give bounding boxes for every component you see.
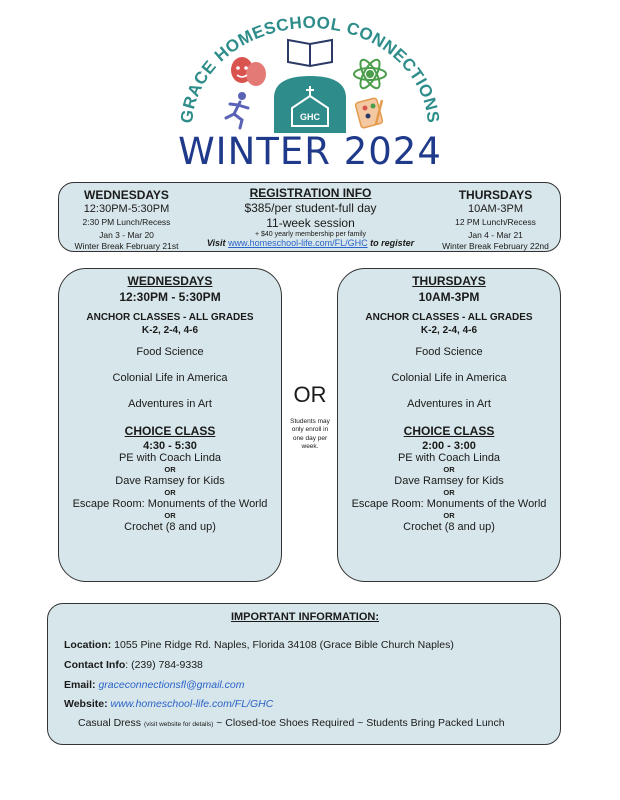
thu-anchor-class: Food Science	[415, 346, 483, 358]
website-line	[64, 698, 273, 710]
contact-label: Contact Info	[64, 659, 126, 671]
visit-line	[59, 238, 562, 248]
wed-summary-time: 12:30PM-5:30PM	[83, 203, 170, 215]
enrollment-note: Students may only enroll in one day per week.	[290, 418, 330, 451]
thu-or-label: OR	[443, 488, 455, 497]
important-info-panel	[47, 603, 561, 745]
wed-choice-time: 4:30 - 5:30	[143, 440, 197, 452]
thu-choice-heading: CHOICE CLASS	[403, 424, 495, 438]
wed-choice-option: Dave Ramsey for Kids	[115, 475, 225, 487]
thu-day-heading: THURSDAYS	[412, 274, 486, 288]
theater-masks-icon	[231, 57, 266, 86]
location-label: Location:	[64, 639, 112, 651]
page-title: WINTER 2024	[178, 130, 442, 173]
important-heading: IMPORTANT INFORMATION:	[230, 611, 380, 623]
thu-summary-time: 10AM-3PM	[467, 203, 524, 215]
wed-choice-option: Crochet (8 and up)	[124, 521, 216, 533]
thu-choice-option: Dave Ramsey for Kids	[394, 475, 504, 487]
logo-arc-text: GRACE HOMESCHOOL CONNECTIONS	[176, 12, 443, 125]
dress-code-line	[78, 717, 505, 729]
wed-choice-heading: CHOICE CLASS	[124, 424, 216, 438]
wed-time: 12:30PM - 5:30PM	[119, 290, 221, 304]
email-label: Email:	[64, 679, 96, 691]
thursday-card	[337, 268, 561, 582]
thu-grades: K-2, 2-4, 4-6	[420, 325, 478, 336]
church-icon	[274, 76, 346, 133]
website-link[interactable]: www.homeschool-life.com/FL/GHC	[110, 698, 274, 710]
big-or-label: OR	[293, 382, 327, 407]
atom-icon	[354, 57, 386, 91]
wed-day-heading: WEDNESDAYS	[127, 274, 213, 288]
thu-choice-option: Crochet (8 and up)	[403, 521, 495, 533]
dress-note: (visit website for details)	[143, 721, 214, 728]
wed-anchor-class: Colonial Life in America	[112, 372, 228, 384]
logo	[170, 8, 450, 133]
wed-or-label: OR	[164, 465, 176, 474]
thu-choice-option: Escape Room: Monuments of the World	[351, 498, 547, 510]
wed-anchor-heading	[59, 311, 281, 337]
wed-anchor-title: ANCHOR CLASSES - ALL GRADES	[86, 312, 254, 323]
wed-summary-lunch: 2:30 PM Lunch/Recess	[82, 216, 171, 227]
wed-grades: K-2, 2-4, 4-6	[141, 325, 199, 336]
wed-summary-break: Winter Break February 21st	[74, 241, 179, 251]
paint-palette-icon	[355, 98, 383, 129]
contact-line	[64, 659, 203, 671]
location-line	[64, 639, 454, 651]
thu-time: 10AM-3PM	[418, 290, 480, 304]
thu-anchor-title: ANCHOR CLASSES - ALL GRADES	[365, 312, 533, 323]
email-link[interactable]: graceconnectionsfl@gmail.com	[98, 679, 245, 691]
registration-link[interactable]: www.homeschool-life.com/FL/GHC	[228, 238, 368, 248]
website-label: Website:	[64, 698, 108, 710]
registration-info	[189, 186, 432, 240]
wed-summary-dates: Jan 3 - Mar 20	[99, 230, 154, 241]
email-line	[64, 679, 245, 691]
dress-text: Casual Dress	[78, 717, 142, 729]
thu-anchor-heading	[338, 311, 560, 337]
schedule-summary-panel	[58, 182, 561, 252]
wed-anchor-class: Adventures in Art	[128, 398, 212, 410]
thu-summary-dates: Jan 4 - Mar 21	[468, 230, 523, 241]
thu-summary-break: Winter Break February 22nd	[442, 241, 549, 251]
location-value: 1055 Pine Ridge Rd. Naples, Florida 34108 (Grace Bible Church Naples)	[114, 639, 454, 651]
wed-summary-heading: WEDNESDAYS	[84, 188, 169, 202]
thu-choice-option: PE with Coach Linda	[397, 452, 501, 464]
registration-membership: + $40 yearly membership per family	[254, 231, 367, 238]
thu-summary-lunch: 12 PM Lunch/Recess	[455, 216, 536, 227]
thu-choice-time: 2:00 - 3:00	[422, 440, 476, 452]
thu-or-label: OR	[443, 511, 455, 520]
contact-value: : (239) 784-9338	[125, 659, 203, 671]
wed-or-label: OR	[164, 488, 176, 497]
runner-icon	[226, 92, 248, 128]
thu-anchor-class: Colonial Life in America	[391, 372, 507, 384]
thu-anchor-class: Adventures in Art	[407, 398, 491, 410]
registration-heading: REGISTRATION INFO	[249, 186, 372, 200]
registration-session: 11-week session	[266, 216, 355, 230]
book-icon	[288, 40, 332, 66]
wed-or-label: OR	[164, 511, 176, 520]
logo-badge-text: GHC	[300, 112, 320, 122]
visit-prefix: Visit	[206, 238, 226, 248]
wed-choice-option: PE with Coach Linda	[118, 452, 222, 464]
shoes-lunch-text: ~ Closed-toe Shoes Required ~ Students Bring Packed Lunch	[216, 717, 505, 729]
visit-suffix: to register	[370, 238, 415, 248]
thu-or-label: OR	[443, 465, 455, 474]
wed-choice-option: Escape Room: Monuments of the World	[72, 498, 268, 510]
thu-summary-heading: THURSDAYS	[458, 188, 533, 202]
registration-price: $385/per student-full day	[244, 201, 377, 215]
wed-anchor-class: Food Science	[136, 346, 204, 358]
wednesday-card	[58, 268, 282, 582]
